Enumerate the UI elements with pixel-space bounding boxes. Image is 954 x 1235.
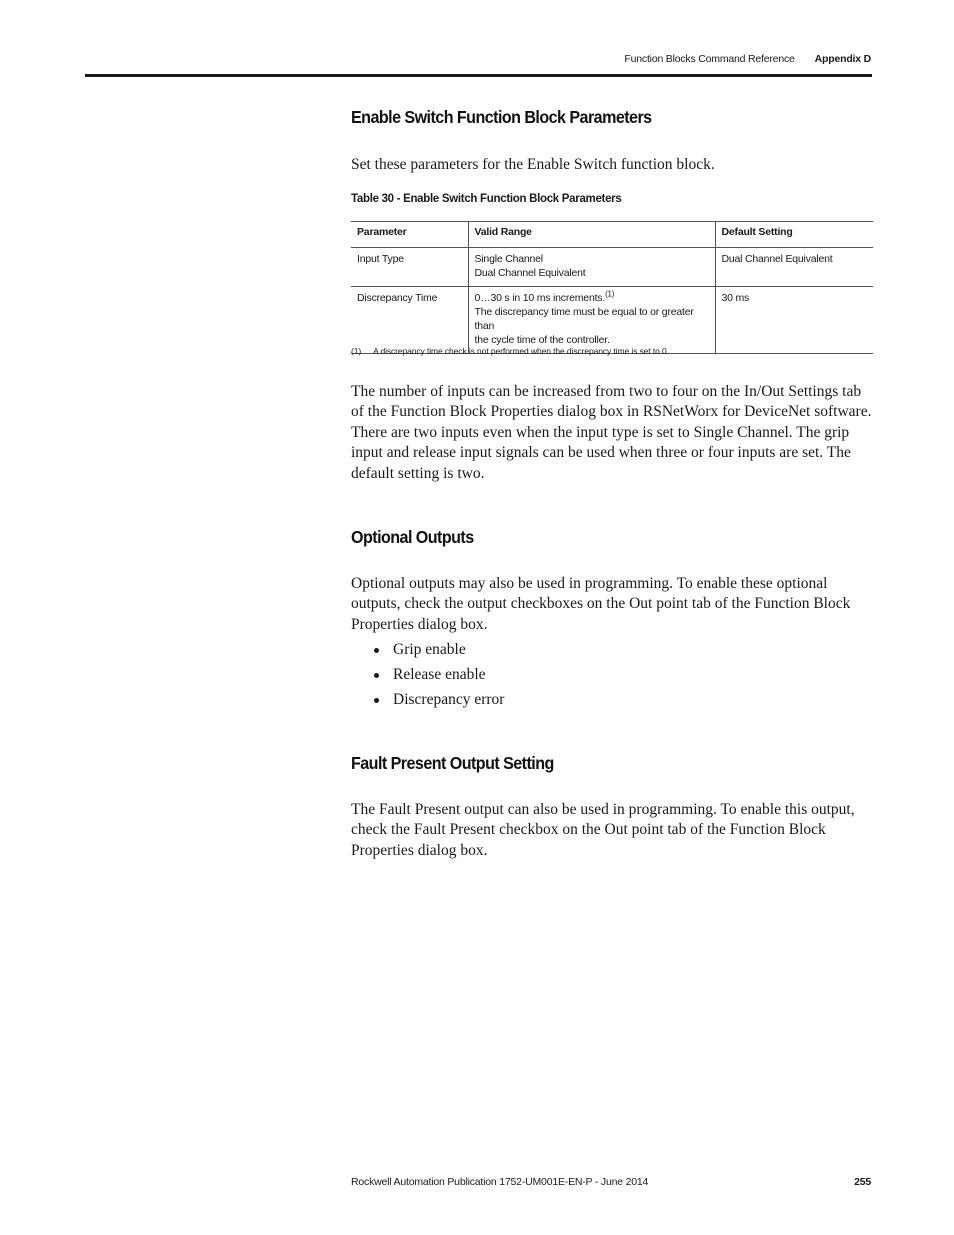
cell-text: 30 ms	[721, 292, 750, 304]
table-row	[351, 287, 873, 354]
section-heading-fault-present: Fault Present Output Setting	[351, 753, 554, 773]
section-enable-switch-heading-block	[351, 107, 872, 128]
list-item	[351, 637, 872, 662]
table-header-default-setting: Default Setting	[715, 222, 873, 248]
cell-text: Input Type	[357, 253, 404, 265]
optional-outputs-paragraph: Optional outputs may also be used in programming. To enable these optional outputs, check the output checkboxes on the Out point tab of the Function Block Properties dialog box.	[351, 575, 851, 633]
bullet-icon	[374, 673, 379, 678]
list-item-text: Grip enable	[393, 641, 466, 658]
header-rule	[85, 74, 872, 77]
cell-text: 0…30 s in 10 ms increments.	[474, 292, 606, 304]
table-row	[351, 248, 873, 287]
footer-publication: Rockwell Automation Publication 1752-UM001E-EN-P - June 2014	[351, 1176, 649, 1188]
table-cell-parameter	[351, 287, 468, 354]
list-item-text: Release enable	[393, 666, 486, 683]
bullet-icon	[374, 698, 379, 703]
header-appendix-label: Appendix D	[814, 53, 871, 65]
fault-present-paragraph: The Fault Present output can also be used in programming. To enable this output, check the Fault Present checkbox on the Out point tab of the Function Block Properties dialog box.	[351, 801, 855, 859]
table-header-valid-range: Valid Range	[468, 222, 715, 248]
cell-text: Single Channel	[474, 253, 543, 265]
section-heading-enable-switch: Enable Switch Function Block Parameters	[351, 107, 652, 127]
table-header-parameter: Parameter	[357, 226, 407, 238]
table-cell-parameter	[351, 248, 468, 287]
bullet-icon	[374, 648, 379, 653]
cell-text-with-footnote	[475, 291, 709, 305]
footnote-reference: (1)	[605, 289, 615, 299]
footnote-marker: (1)	[351, 346, 362, 356]
page-header	[624, 53, 871, 65]
cell-text: Discrepancy Time	[357, 292, 438, 304]
table-caption-block	[351, 193, 872, 205]
optional-outputs-paragraph-block	[351, 574, 872, 635]
cell-text: The discrepancy time must be equal to or greater than	[474, 306, 694, 332]
table-header-row	[351, 222, 873, 248]
list-item	[351, 687, 872, 712]
section-enable-switch-intro-block	[351, 155, 872, 175]
section-fault-present-heading-block	[351, 753, 872, 774]
inputs-paragraph-block	[351, 382, 872, 484]
cell-text: the cycle time of the controller.	[474, 334, 610, 346]
footer-page-number: 255	[854, 1176, 871, 1188]
table-footnote-block	[351, 346, 872, 356]
list-item	[351, 662, 872, 687]
table-caption: Table 30 - Enable Switch Function Block Parameters	[351, 193, 622, 205]
table-cell-default-setting	[715, 248, 873, 287]
table-cell-valid-range	[468, 287, 715, 354]
footnote-text: A discrepancy time check is not performed when the discrepancy time is set to 0.	[373, 346, 669, 356]
intro-paragraph: Set these parameters for the Enable Switch function block.	[351, 156, 715, 173]
table-footnote	[351, 346, 872, 356]
optional-outputs-list-block	[351, 637, 872, 712]
section-optional-outputs-heading-block	[351, 527, 872, 548]
inputs-paragraph: The number of inputs can be increased from two to four on the In/Out Settings tab of the Function Block Properties dialog box in RSNetWorx for DeviceNet software. There are two inputs even when the input type is set to Single Channel. The grip input and release input signals can be used when three or four inputs are set. The default setting is two.	[351, 383, 872, 482]
cell-text: Dual Channel Equivalent	[721, 253, 833, 265]
optional-outputs-list	[351, 637, 872, 712]
section-heading-optional-outputs: Optional Outputs	[351, 527, 474, 547]
table-cell-valid-range	[468, 248, 715, 287]
parameters-table-block	[351, 221, 872, 354]
parameters-table	[351, 221, 873, 354]
fault-present-paragraph-block	[351, 800, 872, 861]
list-item-text: Discrepancy error	[393, 691, 505, 708]
table-cell-default-setting	[715, 287, 873, 354]
cell-text: Dual Channel Equivalent	[474, 267, 586, 279]
header-section-title: Function Blocks Command Reference	[624, 53, 795, 65]
